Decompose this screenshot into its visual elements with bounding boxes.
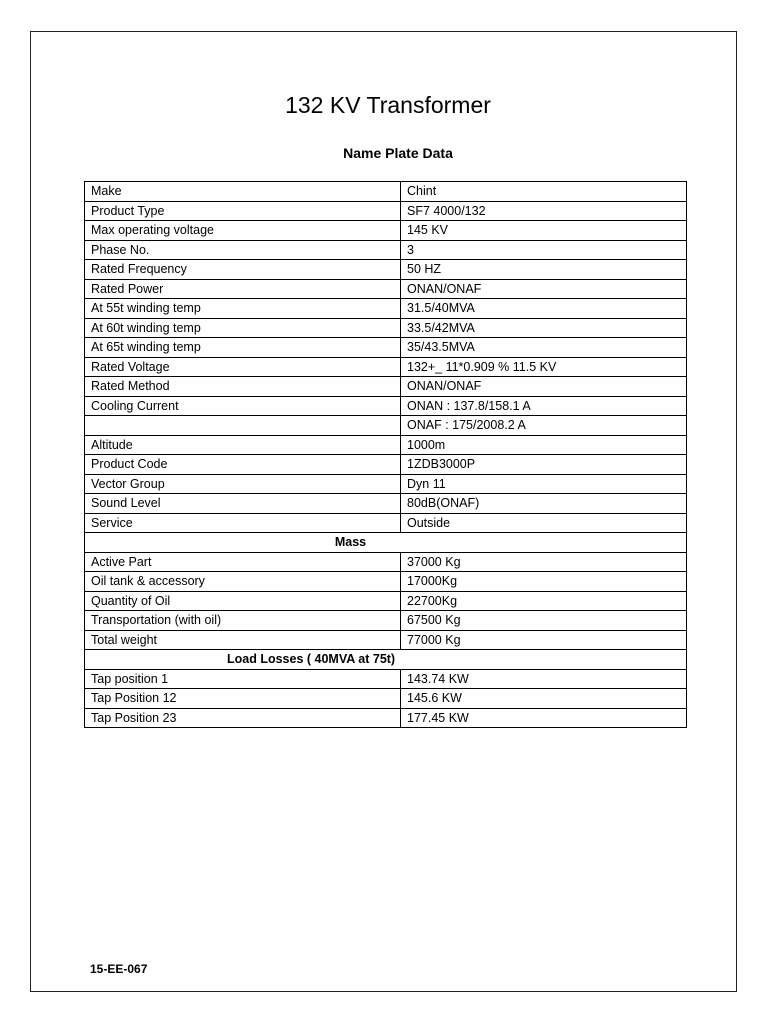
table-row [85,630,687,650]
table-row [85,240,687,260]
footer-document-code: 15-EE-067 [90,962,148,976]
row-label: Tap Position 12 [85,689,401,709]
row-label: Rated Power [85,279,401,299]
table-row [85,396,687,416]
row-label: Vector Group [85,474,401,494]
row-value: 37000 Kg [401,552,687,572]
row-value: 17000Kg [401,572,687,592]
row-value: 177.45 KW [401,708,687,728]
row-value: ONAF : 175/2008.2 A [401,416,687,436]
table-row [85,435,687,455]
row-value: ONAN/ONAF [401,279,687,299]
row-value: Dyn 11 [401,474,687,494]
row-label: Rated Frequency [85,260,401,280]
row-value: 132+_ 11*0.909 % 11.5 KV [401,357,687,377]
row-value: ONAN/ONAF [401,377,687,397]
row-value: 31.5/40MVA [401,299,687,319]
row-value: 145 KV [401,221,687,241]
table-row [85,611,687,631]
row-value: 33.5/42MVA [401,318,687,338]
row-label: Sound Level [85,494,401,514]
row-label: At 65t winding temp [85,338,401,358]
row-label: Oil tank & accessory [85,572,401,592]
table-row [85,572,687,592]
table-row [85,494,687,514]
table-row [85,474,687,494]
row-label: Quantity of Oil [85,591,401,611]
row-label: Cooling Current [85,396,401,416]
row-value: SF7 4000/132 [401,201,687,221]
row-value: 80dB(ONAF) [401,494,687,514]
row-value: 50 HZ [401,260,687,280]
row-value: 67500 Kg [401,611,687,631]
row-value: ONAN : 137.8/158.1 A [401,396,687,416]
table-row [85,513,687,533]
row-label: Service [85,513,401,533]
section-heading-mass-row [85,533,687,553]
row-label: Rated Voltage [85,357,401,377]
row-value: 143.74 KW [401,669,687,689]
table-row [85,201,687,221]
table-row [85,669,687,689]
table-row [85,299,687,319]
row-label: Total weight [85,630,401,650]
document-subtitle: Name Plate Data [343,145,453,161]
table-row [85,357,687,377]
row-value: 22700Kg [401,591,687,611]
row-label: Tap position 1 [85,669,401,689]
name-plate-table [84,181,687,728]
row-label: Phase No. [85,240,401,260]
table-row [85,221,687,241]
row-label: Transportation (with oil) [85,611,401,631]
table-row [85,338,687,358]
section-heading-load-losses-row [85,650,687,670]
row-value: 1000m [401,435,687,455]
document-title: 132 KV Transformer [285,92,491,118]
table-row [85,279,687,299]
row-value: 35/43.5MVA [401,338,687,358]
row-label: At 55t winding temp [85,299,401,319]
row-value: Chint [401,182,687,202]
table-row [85,182,687,202]
section-heading-mass: Mass [85,533,687,553]
row-label: Rated Method [85,377,401,397]
table-row [85,708,687,728]
row-label: Make [85,182,401,202]
row-label: Product Code [85,455,401,475]
row-label [85,416,401,436]
table-row [85,260,687,280]
table-row [85,591,687,611]
row-label: Active Part [85,552,401,572]
table-row [85,455,687,475]
table-row [85,318,687,338]
row-value: 145.6 KW [401,689,687,709]
row-label: At 60t winding temp [85,318,401,338]
table-row [85,377,687,397]
section-heading-load-losses: Load Losses ( 40MVA at 75t) [85,650,687,670]
table-row [85,552,687,572]
row-value: 77000 Kg [401,630,687,650]
table-row [85,689,687,709]
row-label: Tap Position 23 [85,708,401,728]
row-value: 3 [401,240,687,260]
row-value: 1ZDB3000P [401,455,687,475]
table-row [85,416,687,436]
row-label: Altitude [85,435,401,455]
row-label: Product Type [85,201,401,221]
row-label: Max operating voltage [85,221,401,241]
row-value: Outside [401,513,687,533]
